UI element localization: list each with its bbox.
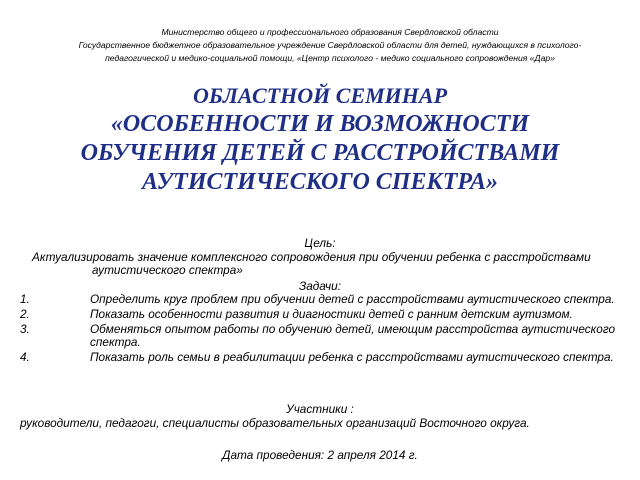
task-item xyxy=(20,308,616,321)
task-number: 4. xyxy=(20,350,30,364)
task-text: Определить круг проблем при обучении детей с расстройствами аутистического спектра. xyxy=(90,292,615,306)
seminar-kicker: ОБЛАСТНОЙ СЕМИНАР xyxy=(192,83,448,108)
seminar-title-line-2: ОБУЧЕНИЯ ДЕТЕЙ С РАССТРОЙСТВАМИ xyxy=(80,140,560,166)
task-item xyxy=(20,323,616,349)
participants-label: Участники : xyxy=(286,402,354,416)
header-line-institution: Государственное бюджетное образовательное учреждение Свердловской области для детей, нуждающихся в психолого- xyxy=(78,40,582,50)
tasks-label: Задачи: xyxy=(298,279,342,293)
header-line-ministry: Министерство общего и профессионального образования Свердловской области xyxy=(161,27,499,37)
goal-text: Актуализировать значение комплексного сопровождения при обучении ребенка с расстройствами аутистического спектра» xyxy=(32,250,591,277)
seminar-title-line-3: АУТИСТИЧЕСКОГО СПЕКТРА» xyxy=(141,169,498,195)
task-number: 2. xyxy=(20,307,30,321)
tasks-list xyxy=(20,293,616,366)
task-text: Показать роль семьи в реабилитации ребенка с расстройствами аутистического спектра. xyxy=(90,350,614,364)
seminar-title xyxy=(20,82,620,197)
seminar-title-line-1: «ОСОБЕННОСТИ И ВОЗМОЖНОСТИ xyxy=(110,111,530,137)
task-number: 3. xyxy=(20,322,30,336)
header-line-institution-cont: педагогической и медико-социальной помощи, «Центр психолого - медико социального сопровождения «Дар» xyxy=(105,53,555,63)
task-text: Показать особенности развития и диагностики детей с ранним детским аутизмом. xyxy=(90,307,573,321)
event-date: Дата проведения: 2 апреля 2014 г. xyxy=(222,448,418,462)
organization-header xyxy=(40,26,620,65)
task-item xyxy=(20,351,616,364)
goal-label: Цель: xyxy=(304,236,336,250)
task-number: 1. xyxy=(20,292,30,306)
task-text: Обменяться опытом работы по обучению детей, имеющим расстройства аутистического спектра. xyxy=(90,322,616,349)
participants-text: руководители, педагоги, специалисты образовательных организаций Восточного округа. xyxy=(20,416,530,430)
task-item xyxy=(20,293,616,306)
